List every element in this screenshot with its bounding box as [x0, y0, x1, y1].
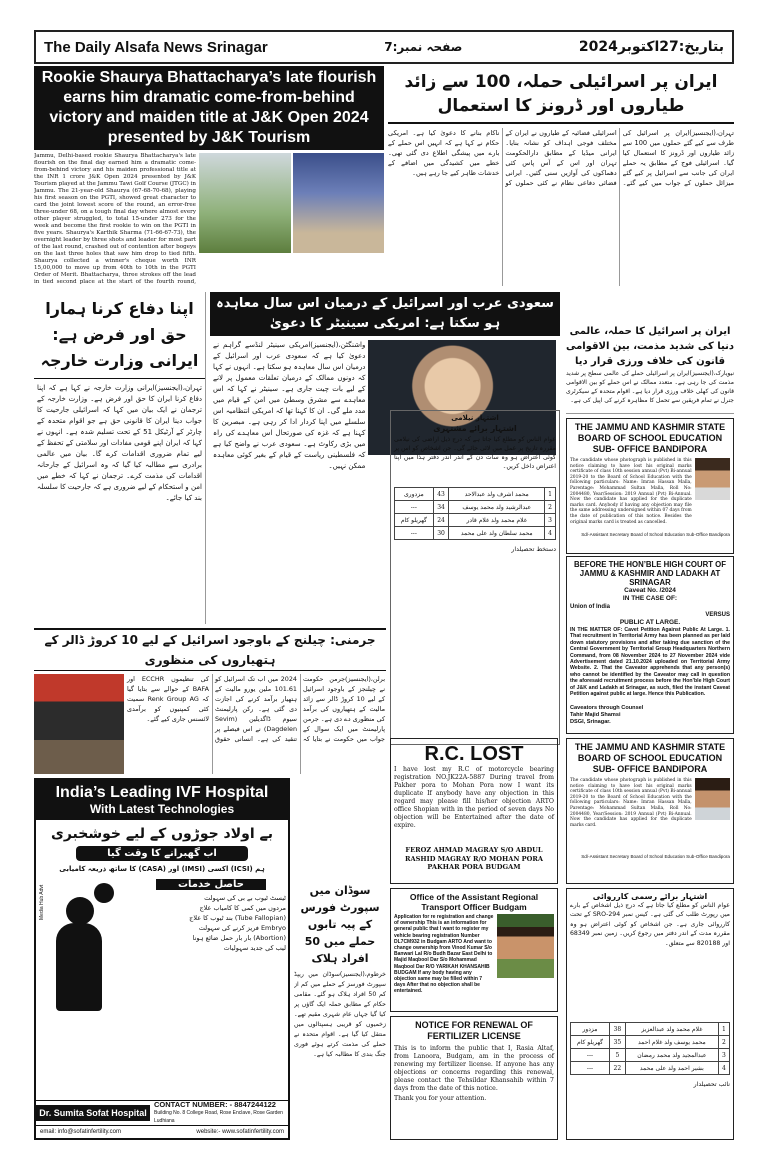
rc-lost-notice — [390, 738, 558, 884]
golf-article — [34, 66, 384, 286]
ivf-contact: CONTACT NUMBER: - 8847244122 — [154, 1100, 276, 1109]
ivf-hospital-name: Dr. Sumita Sofat Hospital — [36, 1105, 150, 1121]
table-cell: 34 — [433, 501, 449, 514]
table-row — [395, 514, 556, 527]
iran-defence-article — [34, 292, 206, 624]
table-cell: 2 — [545, 501, 556, 514]
ivf-services — [136, 879, 286, 1019]
school-notice-2 — [566, 738, 734, 884]
table-cell: غلام محمد ولد غلام قادر — [449, 514, 545, 527]
issue-date: بتاریخ:27اکتوبر2024 — [578, 39, 724, 55]
table-cell: محمد سلطان ولد علی محمد — [449, 527, 545, 540]
table-cell: --- — [395, 501, 434, 514]
formal-notice-footer: نائب تحصیلدار — [693, 1081, 730, 1088]
rc-lost-heading: R.C. LOST — [424, 743, 524, 765]
table-cell: عبدالمجید ولد محمد رمضان — [625, 1049, 718, 1062]
golf-body: Jammu, Delhi-based rookie Shaurya Bhattacharya's late flourish on the final day earned him a dramatic come-from-behind victory and his maiden professional title at the INR 1 crore J&K Open 2024 presented by J&K Tourism played at the Jammu Tawi Golf Course (JTGC) in Jammu. The 21-year-old Shaurya (67-68-70-68), playing his first season on the PGTI, showed great character to card the joint lowest score of the round, an error-free three-under 68, on a tough final day where almost every other player struggled, to total 15-under 273 for the week and become the first rookie to win on the PGTI in five years. Shaurya's Karthik Sharma (71-66-67-73), the overnight leader by three shots and leader for most part of the last round, crashed out of contention after bogeys on the last three holes that saw him drop to tied fifth. Shaurya collected a winner's cheque worth INR 15,00,000 to move up from 40th to 10th in the PGTI Order of Merit. Bhattacharya, three strokes off the lead in tied second place at the start of the fourth round, — [34, 153, 196, 285]
table-cell: مزدوری — [395, 488, 434, 501]
table-cell: 38 — [609, 1023, 625, 1036]
ivf-urdu-line-2: اب گھبرانے کا وقت گیا — [76, 846, 248, 861]
sudan-article — [294, 882, 386, 1140]
ivf-service-item: Embryo فریز کرنے کی سہولت — [198, 924, 286, 932]
auction-notice-table — [394, 487, 556, 540]
rc-lost-body: I have lost my R.C of motorcycle bearing registration NO.JK22A-5887 During travel from Pakher pora to Mohan Pora now I want its duplicate If anybody have any objection in this regard may please fill his/her objection ARTO office Shopian with in the period of seven days No objection will be Entertained after the date of expire. — [394, 766, 554, 829]
condemn-headline: ایران پر اسرائیل کا حملہ، عالمی دنیا کی شدید مذمت، بین الاقوامی قانون کی خلاف ورزی قرار دیا — [566, 326, 734, 367]
table-cell: غلام محمد ولد عبدالعزیز — [625, 1023, 718, 1036]
condemn-article — [566, 324, 734, 414]
auction-notice-heading: اشتہار نیلامی — [451, 414, 499, 422]
newspaper-name: The Daily Alsafa News Srinagar — [44, 38, 268, 56]
ivf-service-item: ٹیسٹ ٹیوب بے بی کی سہولت — [204, 894, 286, 902]
fertilizer-body: This is to inform the public that I, Rasia Altaf, from Lanoora, Budgam, am in the process of renewing my fertilizer license. If anyone has any objections or concerns regarding this renewal, please contact the Tehsildar Khansahib within 7 days from the date of this notice. — [394, 1045, 554, 1092]
ivf-advertisement — [34, 778, 290, 1140]
ivf-urdu-line-3: ہم (ICSI) اکسی (IMSI) اور (CASA) کا ساتھ ذریعہ کامیابی — [59, 865, 265, 873]
table-row — [571, 1062, 730, 1075]
germany-arms-headline: جرمنی: چیلنج کے باوجود اسرائیل کے لیے 10 کروڑ ڈالر کے ہتھیاروں کی منظوری — [34, 628, 386, 671]
formal-notice-body: عوام الناس کو مطلع کیا جاتا ہے کہ درج ذیل اشخاص کے بارے میں رپورٹ طلب کی گئی ہے۔ کیس نمبر SRO-294 کے تحت کارروائی جاری ہے۔ جن اشخاص کو کوئی اعتراض ہو وہ مقررہ مدت کے اندر دفتر میں رجوع کریں۔ زمین نمبر 68349 اور 820188 سے متعلق۔ — [570, 902, 730, 947]
table-row — [395, 527, 556, 540]
table-cell: محمد اشرف ولد عبدالاحد — [449, 488, 545, 501]
table-row — [571, 1023, 730, 1036]
page-number: صفحہ نمبر:7 — [384, 40, 463, 54]
sudan-headline: سوڈان میں سپورٹ فورس کے پیہ تابوں حملے میں 50 افراد ہلاک — [300, 884, 380, 965]
caveat-number: Caveat No. /2024 — [624, 587, 676, 594]
iran-israel-headline: ایران پر اسرائیلی حملہ، 100 سے زائد طیاروں اور ڈرونز کا استعمال — [388, 66, 734, 124]
table-cell: 2 — [718, 1036, 729, 1049]
auction-notice-title: اشتہار برائے مشتہری — [433, 424, 517, 433]
transport-heading: Office of the Assistant Regional Transport Officer Budgam — [409, 892, 539, 912]
table-cell: گھریلو کام — [571, 1036, 610, 1049]
table-cell: عبدالرشید ولد محمد یوسف — [449, 501, 545, 514]
school-notice-1 — [566, 418, 734, 554]
school-notice-2-heading: THE JAMMU AND KASHMIR STATE BOARD OF SCHOOL EDUCATION SUB- OFFICE BANDIPORA — [574, 742, 726, 774]
sudan-body: خرطوم،(ایجنسیز)سوڈان میں ریپڈ سپورٹ فورسز کے حملے میں کم از کم 50 افراد ہلاک ہو گئے۔ مقامی حکام کے مطابق حملہ ایک گاؤں پر کیا گیا جہاں عام شہری مقیم تھے۔ زخمیوں کو قریبی ہسپتالوں میں منتقل کیا گیا ہے۔ اقوام متحدہ نے حملے کی مذمت کرتے ہوئے فوری جنگ بندی کا مطالبہ کیا ہے۔ — [294, 971, 386, 1058]
table-cell: 4 — [545, 527, 556, 540]
table-cell: --- — [395, 527, 434, 540]
formal-notice — [566, 888, 734, 1140]
ivf-urdu-line-1: بے اولاد جوڑوں کے لیے خوشخبری — [50, 826, 274, 842]
iran-defence-body: تہران،(ایجنسیز)ایرانی وزارت خارجہ نے کہا ہے کہ اپنا دفاع کرنا ایران کا حق اور فرض ہے۔ وزارت خارجہ کے ترجمان نے ایک بیان میں کہا کہ اسرائیلی جارحیت کا جواب دینا ایران کا قانونی حق ہے جو اقوام متحدہ کے چارٹر کے آرٹیکل 51 کے تحت تسلیم شدہ ہے۔ انہوں نے کہا کہ ایران اپنے قومی مفادات اور سلامتی کے تحفظ کے لیے تمام ضروری اقدامات کرے گا۔ بیان میں عالمی برادری سے مطالبہ کیا گیا کہ وہ اسرائیل کے جارحانہ اقدامات کی مذمت کرے۔ ترجمان نے کہا کہ خطے میں امن و استحکام کے لیے ضروری ہے کہ جارحیت کا سلسلہ بند کیا جائے۔ — [37, 384, 202, 502]
court-notice — [566, 556, 734, 734]
saudi-israel-body: واشنگٹن،(ایجنسیز)امریکی سینیٹر لنڈسے گراہم نے دعویٰ کیا ہے کہ سعودی عرب اور اسرائیل کے درمیان اس سال معاہدہ ہو سکتا ہے۔ انہوں نے کہا کہ دونوں ممالک کے درمیان تعلقات معمول پر لانے کے لیے بات چیت جاری ہے۔ سینیٹر نے کہا کہ اس معاہدے سے مشرق وسطیٰ میں امن کے قیام میں مدد ملے گی۔ ان کا کہنا تھا کہ امریکی انتظامیہ اس سلسلے میں اپنا کردار ادا کر رہی ہے۔ مبصرین کا کہنا ہے کہ غزہ کی صورتحال اس معاہدے کی راہ میں بڑی رکاوٹ ہے۔ سعودی عرب نے واضح کیا ہے کہ فلسطینی ریاست کے قیام کے بغیر کوئی معاہدہ ممکن نہیں۔ — [213, 341, 366, 470]
formal-notice-heading: اشتہار برائے رسمی کارروائی — [592, 892, 708, 901]
ivf-services-title: حاصل خدمات — [156, 879, 266, 890]
court-heading: BEFORE THE HON’BLE HIGH COURT OF JAMMU & KASHMIR AND LADAKH AT SRINAGAR — [573, 560, 727, 587]
table-cell: محمد یوسف ولد غلام احمد — [625, 1036, 718, 1049]
table-row — [395, 488, 556, 501]
table-cell: بشیر احمد ولد علی محمد — [625, 1062, 718, 1075]
iran-israel-article — [388, 66, 734, 286]
ivf-website: website:- www.sofatinfertility.com — [196, 1129, 284, 1135]
school-notice-2-body: The candidate whose photograph is published in this notice claiming to have lost his original marks certificate of class 10th session annual (Pvt) Bi-annual 2019-20 to the Board of School Education with the following particulars: Name: Imran Hassan Malla, Parentage: Mohammad Sultan Malla, Roll No: 2004480, Year/Session: 2019 Annual (Pvt) Bi-Annual. Now the candidate has applied for the duplicate marks card. — [570, 778, 692, 828]
rc-lost-signature: FEROZ AHMAD MAGRAY S/O ABDUL RASHID MAGRAY R/O MOHAN PORA PAKHAR PORA BUDGAM — [405, 846, 543, 872]
ivf-header — [36, 780, 288, 820]
court-sign-2: Tahir Majid Shamsi — [570, 712, 621, 718]
versus-label: VERSUS — [705, 612, 730, 618]
ivf-email: email: info@sofatinfertility.com — [40, 1129, 122, 1135]
auction-notice — [390, 410, 560, 745]
table-cell: --- — [571, 1062, 610, 1075]
golfer-photo — [199, 153, 291, 253]
iran-defence-headline: اپنا دفاع کرنا ہمارا حق اور فرض ہے: ایرانی وزارت خارجہ — [34, 292, 205, 379]
court-body: IN THE MATTER OF: Cavet Petition Against Public At Large. 1. That recruitment in Territorial Army has been planned as per laid down statutory provisions and after taking due sanction of the Central Government by Territorial Group Headquarters Northern Command, from 08 November 2024 to 27 November 2024 vide Advertisement dated 21.10.2024 uploaded on Territorial Army Website. 2. That the Caveator apprehends that any person(s) who cannot be identified by the Caveator may call in question the aforesaid recruitment process before the Hon’ble High Court of J&K and Ladakh at Srinagar, as such, filed the instant Caveat Petition against public at large. Hence this Publication. — [570, 627, 730, 698]
auction-notice-footer: دستخط تحصیلدار — [511, 546, 556, 553]
table-cell: 1 — [545, 488, 556, 501]
table-row — [571, 1036, 730, 1049]
fertilizer-heading: NOTICE FOR RENEWAL OF FERTILIZER LICENSE — [415, 1020, 533, 1041]
ivf-service-item: (Abortion) بار بار حمل ضائع ہونا — [192, 934, 286, 942]
germany-arms-article — [34, 628, 386, 774]
table-row — [395, 501, 556, 514]
auction-notice-body: عوام الناس کو مطلع کیا جاتا ہے کہ درج ذیل اراضی کی نیلامی مقررہ تاریخ پر عمل میں لائی جائے گی۔ جن اشخاص کو اس پر کوئی اعتراض ہو وہ سات دن کے اندر اندر دفتر ہذا میں اپنا اعتراض داخل کریں۔ — [394, 436, 556, 470]
candidate-photo — [695, 778, 730, 820]
table-cell: 35 — [609, 1036, 625, 1049]
golf-headline: Rookie Shaurya Bhattacharya’s late flourish earns him dramatic come-from-behind victory and maiden title at J&K Open 2024 presented by J&K Tourism — [34, 66, 384, 150]
table-cell: 22 — [609, 1062, 625, 1075]
school-notice-1-heading: THE JAMMU AND KASHMIR STATE BOARD OF SCHOOL EDUCATION SUB- OFFICE BANDIPORA — [574, 422, 726, 454]
table-cell: 4 — [718, 1062, 729, 1075]
germany-arms-body: برلن،(ایجنسیز)جرمن حکومت نے چیلنجز کے باوجود اسرائیل کے لیے 10 کروڑ ڈالر سے زائد مالیت کے ہتھیاروں کی برآمد کی منظوری دے دی ہے۔ جرمن پارلیمنٹ میں ایک سوال کے جواب میں حکومت نے بتایا کہ 2024 میں اب تک اسرائیل کو 101.61 ملین یورو مالیت کے ہتھیار برآمد کرنے کی اجازت دی گئی ہے۔ رکن پارلیمنٹ سیوم ڈاگدیلین (Sevim Dagdelen) نے اس فیصلے پر تنقید کی ہے۔ انسانی حقوق کی تنظیموں ECCHR اور BAFA کے حوالے سے بتایا گیا کہ Renk Group AG سمیت کئی کمپنیوں کو برآمدی لائسنس جاری کیے گئے۔ — [127, 675, 385, 743]
protest-photo — [34, 674, 124, 774]
table-cell: گھریلو کام — [395, 514, 434, 527]
court-sign-1: Caveators through Counsel — [570, 705, 644, 711]
ivf-service-item: (Tube Fallopian) بند ٹیوب کا علاج — [189, 914, 286, 922]
media-hub-label: Media Hub Advt — [39, 884, 45, 920]
fertilizer-notice — [390, 1016, 558, 1140]
table-cell: 30 — [433, 527, 449, 540]
applicant-photo — [497, 914, 554, 978]
saudi-israel-headline: سعودی عرب اور اسرائیل کے درمیان اس سال معاہدہ ہو سکتا ہے: امریکی سینیٹر کا دعویٰ — [210, 292, 560, 336]
party-public: PUBLIC AT LARGE. — [619, 619, 681, 626]
court-sign-3: DSGI, Srinagar. — [570, 719, 611, 725]
table-cell: مزدور — [571, 1023, 610, 1036]
ivf-address: Building No. 8 College Road, Rose Enclave, Rose Garden Ludhiana — [154, 1110, 283, 1124]
table-row — [571, 1049, 730, 1062]
ivf-service-item: لیب کی جدید سہولیات — [223, 944, 286, 952]
transport-body: Application for re registration and change of ownership This is an information for general public that I want to register my vehicle bearing registration Number DL7CM932 in Budgam ARTO And want to change ownership from Vinod Kumar S/o Banwari Lal R/o Budh Bazar East Delhi to Majid Maqbool Dar S/o Mohammad Maqbool Dar R/O YARIKAH KHANSAHIB BUDGAM If any body having any objection same may be filled within 7 days After that no objection shall be entertained. — [394, 914, 494, 995]
table-cell: 3 — [545, 514, 556, 527]
school-notice-1-body: The candidate whose photograph is published in this notice claiming to have lost his original marks certificate of class 10th session annual (Pvt) Bi-annual 2019-20 to the Board of School Education with the following particulars: Name: Imran Hassan Malla, Parentage: Mohammad Sultan Malla, Roll No: 2004480, Year/Session: 2019 Annual (Pvt) Bi-Annual. Now the candidate has applied for the duplicate marks card. Anybody if having any objection may file the same addressing undersigned within 07 days from the date of publication of this notice. Besides the original marks card is treated as cancelled. — [570, 458, 692, 525]
party-union: Union of India — [570, 604, 610, 610]
formal-notice-table — [570, 1022, 730, 1075]
condemn-body: نیویارک،(ایجنسیز)ایران پر اسرائیلی حملے کی عالمی سطح پر شدید مذمت کی جا رہی ہے۔ متعدد ممالک نے اس حملے کو بین الاقوامی قانون کی کھلی خلاف ورزی قرار دیا ہے۔ اقوام متحدہ کے سیکرٹری جنرل نے تمام فریقین سے تحمل کا مظاہرہ کرنے کی اپیل کی ہے۔ — [566, 370, 734, 404]
in-case-label: IN THE CASE OF: — [622, 595, 678, 602]
table-cell: --- — [571, 1049, 610, 1062]
table-cell: 5 — [609, 1049, 625, 1062]
trophy-ceremony-photo — [293, 153, 384, 253]
transport-notice — [390, 888, 558, 1012]
mother-child-silhouette — [36, 879, 136, 1019]
masthead — [34, 30, 734, 64]
fertilizer-closing: Thank you for your attention. — [394, 1095, 487, 1102]
table-cell: 24 — [433, 514, 449, 527]
ivf-heading: India’s Leading IVF Hospital — [55, 784, 269, 801]
table-cell: 3 — [718, 1049, 729, 1062]
school-notice-2-sign: Sd/-Assistant Secretary Board of School Education Sub-Office Bandipora — [581, 854, 730, 859]
ivf-service-item: مردوں میں کمی کا کامیاب علاج — [199, 904, 286, 912]
table-cell: 1 — [718, 1023, 729, 1036]
table-cell: 43 — [433, 488, 449, 501]
ivf-subheading: With Latest Technologies — [89, 802, 235, 816]
iran-israel-body: تہران،(ایجنسیز)ایران پر اسرائیل کی طرف سے کیے گئے حملوں میں 100 سے زائد طیاروں اور ڈرونز کا استعمال کیا گیا۔ اسرائیلی فوج کے مطابق یہ حملے ایران کی جانب سے اسرائیل پر کیے گئے میزائل حملوں کے جواب میں کیے گئے۔ اسرائیلی فضائیہ کے طیاروں نے ایران کے مختلف فوجی اہداف کو نشانہ بنایا۔ ایرانی میڈیا کے مطابق دارالحکومت تہران اور اس کے آس پاس کئی دھماکوں کی آوازیں سنی گئیں۔ ایرانی فضائی دفاعی نظام نے کئی حملوں کو ناکام بنانے کا دعویٰ کیا ہے۔ امریکی حکام نے کہا ہے کہ انہیں اس حملے کے بارے میں پیشگی اطلاع دی گئی تھی۔ خطے میں کشیدگی میں اضافے کے خدشات ظاہر کیے جا رہے ہیں۔ — [388, 129, 734, 187]
school-notice-1-sign: Sd/-Assistant Secretary Board of School Education Sub-Office Bandipora — [581, 532, 730, 537]
candidate-photo — [695, 458, 730, 500]
